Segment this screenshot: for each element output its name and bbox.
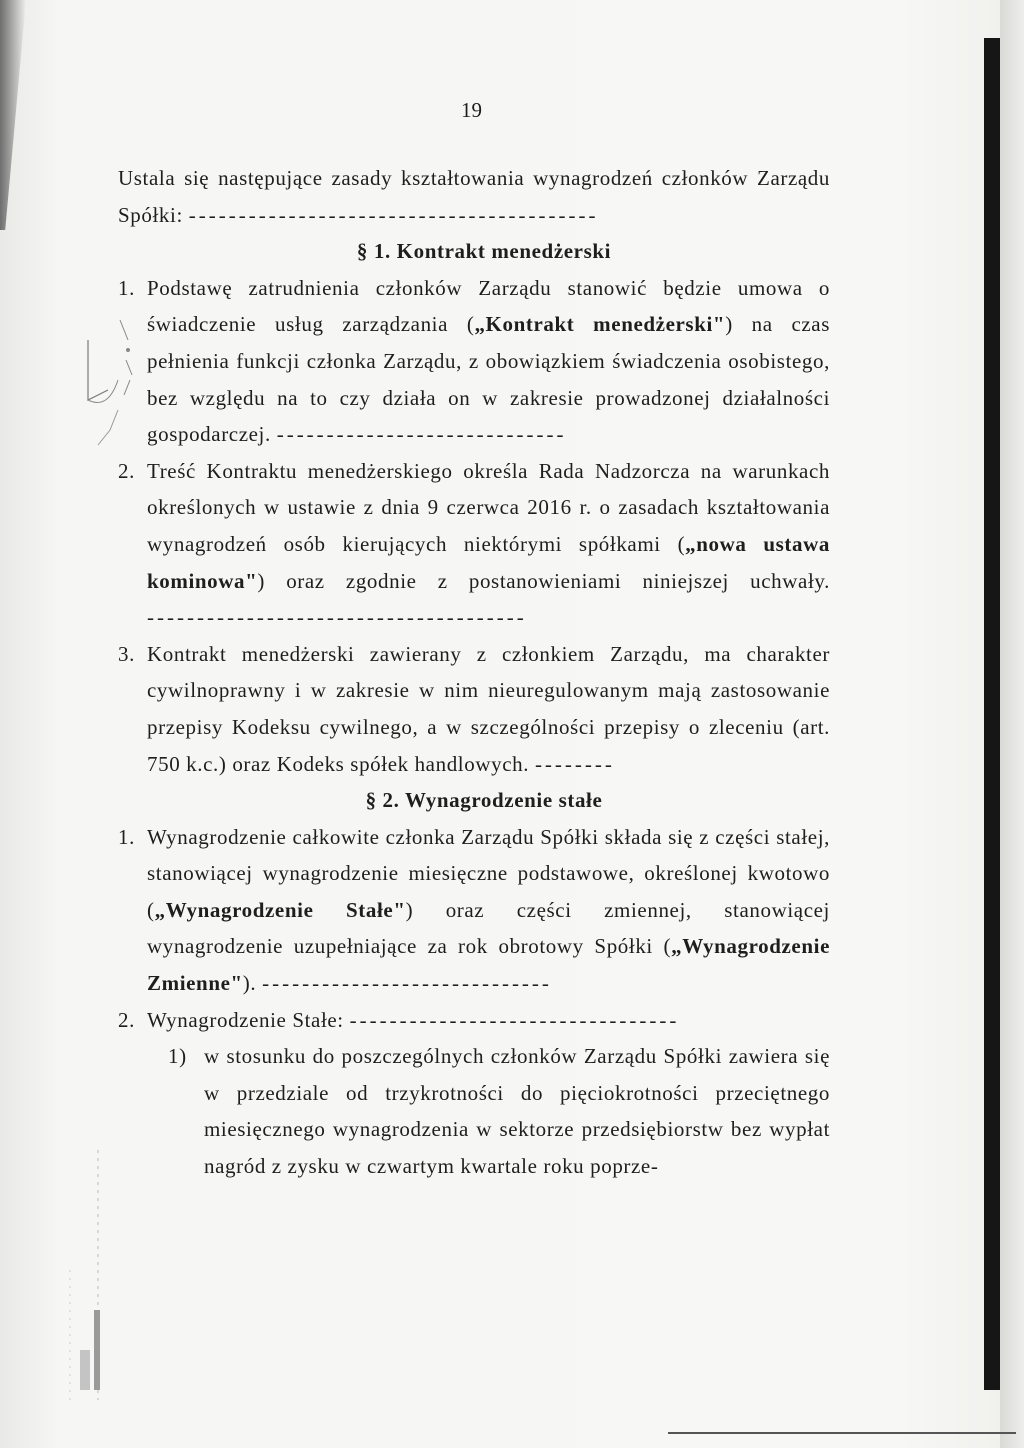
section-1-item-3 bbox=[118, 636, 830, 782]
defined-term: „Wynagrodzenie Zmienne" bbox=[147, 934, 830, 996]
scan-edge-shadow bbox=[0, 0, 26, 230]
section-2-heading: § 2. Wynagrodzenie stałe bbox=[365, 788, 603, 813]
defined-term: „Kontrakt menedżerski" bbox=[474, 312, 726, 337]
defined-term: „nowa ustawa kominowa" bbox=[147, 531, 830, 593]
item-text: Wynagrodzenie całkowite członka Zarządu Spółki składa się z części stałej, stanowiącej wynagrodzenie miesięczne podstawowe, określonej kwotowo ( bbox=[147, 824, 830, 922]
dash-filler: ----------------------------- bbox=[276, 422, 567, 447]
section-2-subitem-1 bbox=[118, 1038, 830, 1184]
scan-right-edge bbox=[1000, 0, 1024, 1448]
page-number: 19 bbox=[461, 98, 482, 122]
binding-holes-marks bbox=[40, 1150, 120, 1400]
item-number: 2. bbox=[118, 1007, 135, 1032]
item-number: 3. bbox=[118, 641, 135, 666]
section-1-item-1 bbox=[118, 270, 830, 453]
dash-filler: ----------------------------- bbox=[262, 971, 552, 996]
defined-term: „Wynagrodzenie Stałe" bbox=[154, 897, 406, 922]
bottom-rule bbox=[668, 1432, 1016, 1434]
dash-filler: ----------------------------------------- bbox=[188, 202, 599, 227]
scan-margin-bar bbox=[984, 38, 1000, 1390]
item-text: ) na czas pełnienia funkcji członka Zarządu, z obowiązkiem świadczenia osobistego, bez względu na to czy działa on w zakresie prowadzonej działalności gospodarczej. bbox=[147, 312, 830, 447]
subitem-number: 1) bbox=[168, 1044, 187, 1069]
item-text: Kontrakt menedżerski zawierany z członkiem Zarządu, ma charakter cywilnoprawny i w zakresie w nim nieuregulowanym mają zastosowanie przepisy Kodeksu cywilnego, a w szczególności przepisy o zleceniu (art. 750 k.c.) oraz Kodeks spółek handlowych. bbox=[147, 641, 830, 776]
item-number: 1. bbox=[118, 275, 135, 300]
section-1-heading: § 1. Kontrakt menedżerski bbox=[356, 239, 612, 264]
dash-filler: -------- bbox=[534, 751, 615, 776]
item-text: Treść Kontraktu menedżerskiego określa Rada Nadzorcza na warunkach określonych w ustawie z dnia 9 czerwca 2016 r. o zasadach kształtowania wynagrodzeń osób kierujących niektórymi spółkami ( bbox=[147, 458, 830, 556]
item-text: ) oraz zgodnie z postanowieniami niniejszej uchwały. bbox=[257, 568, 830, 593]
dash-filler: --------------------------------- bbox=[349, 1007, 680, 1032]
item-number: 2. bbox=[118, 458, 135, 483]
item-text: ) oraz części zmiennej, stanowiącej wynagrodzenie uzupełniające za rok obrotowy Spółki ( bbox=[147, 897, 830, 959]
subitem-text: w stosunku do poszczególnych członków Zarządu Spółki zawiera się w przedziale od trzykrotności do pięciokrotności przeciętnego miesięcznego wynagrodzenia w sektorze przedsiębiorstw bez wypłat nagród z zysku w czwartym kwartale roku poprze- bbox=[204, 1044, 830, 1179]
intro-paragraph bbox=[118, 160, 830, 233]
intro-text: Ustala się następujące zasady kształtowania wynagrodzeń członków Zarządu Spółki: bbox=[118, 166, 830, 227]
item-text: Podstawę zatrudnienia członków Zarządu stanowić będzie umowa o świadczenie usług zarządzania ( bbox=[147, 275, 830, 337]
section-2-item-2 bbox=[118, 1002, 830, 1039]
document-body bbox=[118, 160, 830, 1185]
item-text: ). bbox=[242, 971, 257, 996]
item-number: 1. bbox=[118, 824, 135, 849]
dash-filler: -------------------------------------- bbox=[147, 605, 527, 630]
item-text: Wynagrodzenie Stałe: bbox=[147, 1007, 344, 1032]
section-1-item-2 bbox=[118, 453, 830, 636]
section-2-item-1 bbox=[118, 819, 830, 1002]
